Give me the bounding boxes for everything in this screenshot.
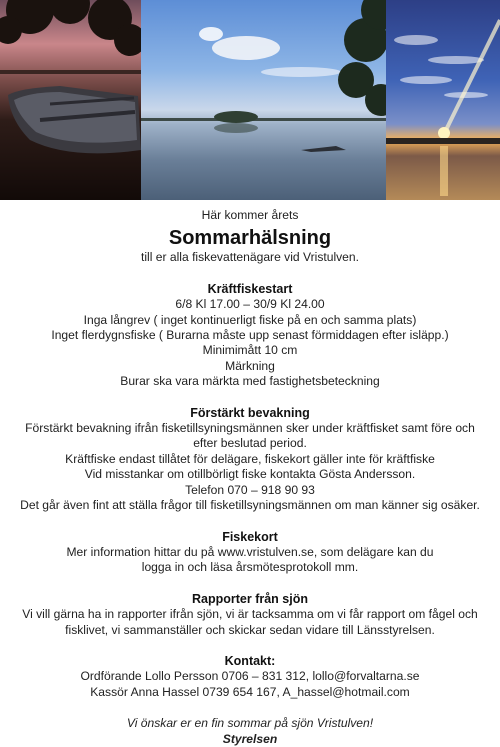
section-line: Burar ska vara märkta med fastighetsbeteckning (120, 374, 380, 389)
section-line: Telefon 070 – 918 90 93 (185, 482, 315, 497)
section-rapporter (0, 592, 500, 638)
contact-line: Ordförande Lollo Persson 0706 – 831 312, lollo@forvaltarna.se (80, 669, 420, 684)
section-line: Inga långrev ( inget kontinuerligt fiske på en och samma plats) (83, 312, 417, 327)
contact-line: Kassör Anna Hassel 0739 654 167, A_hassel@hotmail.com (90, 684, 410, 699)
letter-body (0, 200, 500, 747)
section-bevakning (0, 406, 500, 514)
section-line: Det går även fint att ställa frågor till fisketillsyningsmännen om man känner sig osäker. (20, 498, 480, 513)
section-fiskekort (0, 530, 500, 576)
section-line: Vid misstankar om otillbörligt fiske kontakta Gösta Andersson. (84, 467, 416, 482)
section-line: Märkning (225, 358, 275, 373)
subtitle: till er alla fiskevattenägare vid Vristulven. (140, 250, 359, 265)
section-line: Mer information hittar du på www.vristulven.se, som delägare kan du (66, 544, 434, 559)
lake-photo (141, 0, 386, 200)
section-line: efter beslutad period. (193, 436, 307, 451)
greeting: Här kommer årets (201, 208, 299, 222)
section-line: fisklivet, vi sammanställer och skickar sedan vidare till Länsstyrelsen. (65, 622, 435, 637)
section-heading: Fiskekort (222, 529, 278, 544)
section-line: Förstärkt bevakning ifrån fisketillsyningsmännen sker under kräftfisket samt före och (25, 421, 475, 436)
section-heading: Förstärkt bevakning (190, 405, 310, 420)
section-line: Kräftfiske endast tillåtet för delägare, fiskekort gäller inte för kräftfiske (65, 451, 435, 466)
section-line: Inget flerdygnsfiske ( Burarna måste upp senast förmiddagen efter isläpp.) (51, 328, 449, 343)
section-heading: Rapporter från sjön (192, 591, 308, 606)
section-heading: Kräftfiskestart (207, 281, 293, 296)
section-line: Minimimått 10 cm (202, 343, 298, 358)
section-line: 6/8 Kl 17.00 – 30/9 Kl 24.00 (175, 297, 325, 312)
section-kraftfiskestart (0, 282, 500, 390)
section-line: logga in och läsa årsmötesprotokoll mm. (141, 560, 359, 575)
signature: Styrelsen (222, 731, 278, 746)
photo-strip (0, 0, 500, 200)
section-line: Vi vill gärna ha in rapporter ifrån sjön, vi är tacksamma om vi får rapport om fågel och (22, 607, 478, 622)
closing (0, 716, 500, 747)
rowboat-photo (0, 0, 141, 200)
section-heading: Kontakt: (224, 653, 276, 668)
page-title: Sommarhälsning (168, 227, 332, 250)
section-kontakt (0, 654, 500, 700)
closing-wish: Vi önskar er en fin sommar på sjön Vristulven! (126, 716, 374, 731)
sunset-photo (386, 0, 500, 200)
